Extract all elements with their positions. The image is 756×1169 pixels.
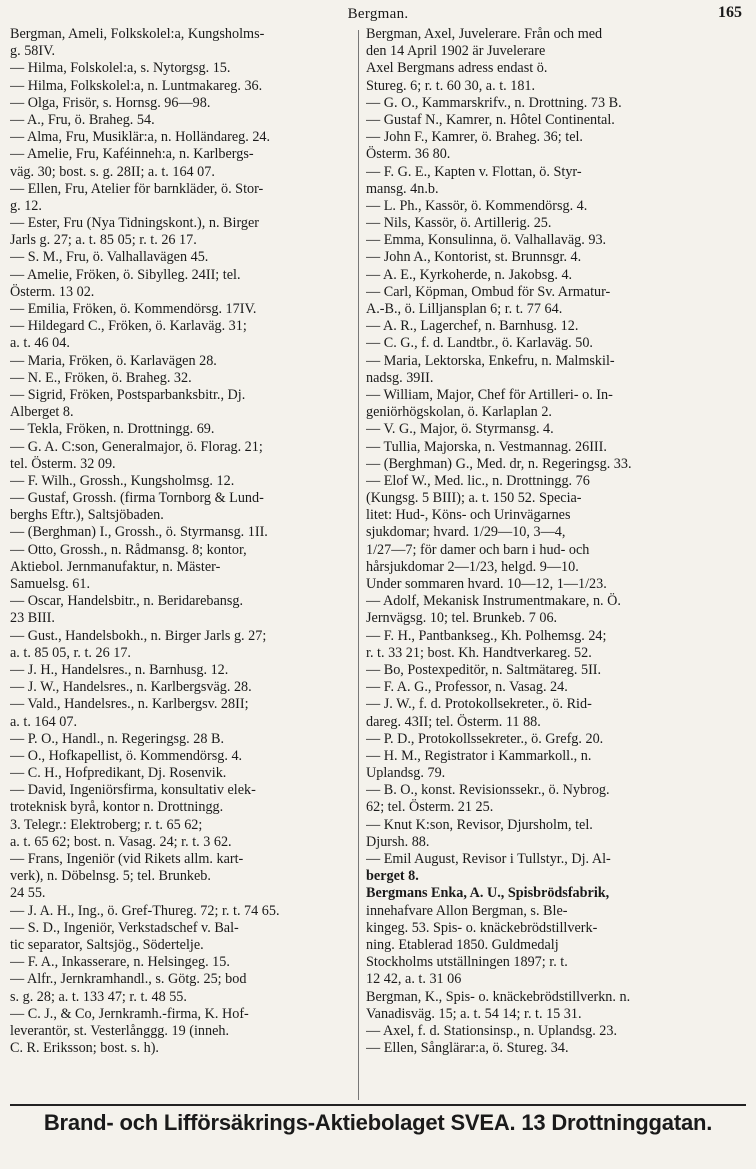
directory-line: Uplandsg. 79. <box>366 765 446 782</box>
directory-line: berghs Eftr.), Saltsjöbaden. <box>10 507 164 524</box>
directory-line: — Ellen, Fru, Atelier för barnkläder, ö. Stor- <box>10 180 264 197</box>
footer-advert-address: 13 Drottninggatan. <box>521 1110 713 1135</box>
directory-line: — Gust., Handelsbokh., n. Birger Jarls g. 27; <box>10 627 267 644</box>
directory-line: Bergman, Axel, Juvelerare. Från och med <box>366 26 603 42</box>
directory-line: g. 12. <box>10 197 42 214</box>
directory-line: — P. O., Handl., n. Regeringsg. 28 B. <box>10 730 224 747</box>
directory-line: — Maria, Fröken, ö. Karlavägen 28. <box>10 352 217 369</box>
directory-line: — O., Hofkapellist, ö. Kommendörsg. 4. <box>10 747 243 764</box>
directory-line: — Emma, Konsulinna, ö. Valhallaväg. 93. <box>366 232 607 249</box>
directory-line: — Nils, Kassör, ö. Artillerig. 25. <box>366 215 552 232</box>
directory-line: 1/27—7; för damer och barn i hud- och <box>366 541 590 558</box>
directory-line: C. R. Eriksson; bost. s. h). <box>10 1040 159 1057</box>
directory-line: — G. O., Kammarskrifv., n. Drottning. 73 B. <box>366 94 622 111</box>
directory-line: Österm. 36 80. <box>366 146 451 163</box>
directory-line: — C. H., Hofpredikant, Dj. Rosenvik. <box>10 765 227 782</box>
directory-line: — B. O., konst. Revisionssekr., ö. Nybrog. <box>366 782 610 799</box>
directory-line: Alberget 8. <box>10 404 74 421</box>
directory-line: (Kungsg. 5 BIII); a. t. 150 52. Specia- <box>366 490 582 507</box>
directory-line: — Elof W., Med. lic., n. Drottningg. 76 <box>366 472 590 489</box>
directory-line: a. t. 46 04. <box>10 335 70 352</box>
directory-line: g. 58IV. <box>10 43 56 60</box>
directory-line: Österm. 13 02. <box>10 283 95 300</box>
directory-line: Bergmans Enka, A. U., Spisbrödsfabrik, <box>366 885 610 902</box>
directory-line: — Tullia, Majorska, n. Vestmannag. 26III. <box>366 438 607 455</box>
column-divider <box>358 30 359 1100</box>
directory-line: — Sigrid, Fröken, Postsparbanksbitr., Dj. <box>10 386 246 403</box>
directory-line: — Adolf, Mekanisk Instrumentmakare, n. Ö. <box>366 593 621 610</box>
directory-line: s. g. 28; a. t. 133 47; r. t. 48 55. <box>10 988 187 1005</box>
directory-line: — A., Fru, ö. Braheg. 54. <box>10 111 155 128</box>
directory-line: Jernvägsg. 10; tel. Brunkeb. 7 06. <box>366 610 558 627</box>
directory-line: — Emilia, Fröken, ö. Kommendörsg. 17IV. <box>10 301 257 317</box>
directory-line: — Oscar, Handelsbitr., n. Beridarebansg. <box>10 593 244 610</box>
page-number: 165 <box>718 4 742 21</box>
directory-line: — William, Major, Chef för Artilleri- o. In- <box>366 386 613 403</box>
directory-line: innehafvare Allon Bergman, s. Ble- <box>366 902 568 919</box>
directory-line: — Amelie, Fröken, ö. Sibylleg. 24II; tel. <box>10 266 241 283</box>
directory-line: — F. G. E., Kapten v. Flottan, ö. Styr- <box>366 163 582 180</box>
directory-line: — C. G., f. d. Landtbr., ö. Karlaväg. 50. <box>366 335 593 352</box>
directory-line: — Knut K:son, Revisor, Djursholm, tel. <box>366 816 593 833</box>
directory-line: dareg. 43II; tel. Österm. 11 88. <box>366 713 541 730</box>
directory-line: — N. E., Fröken, ö. Braheg. 32. <box>10 369 192 386</box>
directory-line: a. t. 65 62; bost. n. Vasag. 24; r. t. 3 62. <box>10 833 232 850</box>
directory-line: Stureg. 6; r. t. 60 30, a. t. 181. <box>366 77 536 94</box>
directory-line: — John A., Kontorist, st. Brunnsgr. 4. <box>366 249 582 266</box>
directory-line: — Hildegard C., Fröken, ö. Karlaväg. 31; <box>10 318 247 335</box>
directory-line: — H. M., Registrator i Kammarkoll., n. <box>366 747 592 764</box>
directory-line: Axel Bergmans adress endast ö. <box>366 60 548 77</box>
directory-line: — Emil August, Revisor i Tullstyr., Dj. Al- <box>366 851 611 867</box>
directory-line: — J. W., f. d. Protokollsekreter., ö. Rid- <box>366 696 592 713</box>
directory-line: — F. A., Inkasserare, n. Helsingeg. 15. <box>10 954 230 971</box>
directory-line: ning. Etablerad 1850. Guldmedalj <box>366 936 559 953</box>
directory-line: — F. Wilh., Grossh., Kungsholmsg. 12. <box>10 472 235 489</box>
directory-line: — Olga, Frisör, s. Hornsg. 96—98. <box>10 94 211 111</box>
directory-line: — Frans, Ingeniör (vid Rikets allm. kart- <box>10 851 244 867</box>
footer-advertisement <box>0 1110 756 1136</box>
directory-line: — Gustaf, Grossh. (firma Tornborg & Lund- <box>10 490 264 507</box>
directory-line: — Amelie, Fru, Kaféinneh:a, n. Karlbergs- <box>10 146 254 163</box>
directory-line: — P. D., Protokollssekreter., ö. Grefg. 20. <box>366 730 604 747</box>
directory-line: — (Berghman) I., Grossh., ö. Styrmansg. 1II. <box>10 524 268 541</box>
footer-rule <box>10 1104 746 1106</box>
directory-line: — (Berghman) G., Med. dr, n. Regeringsg. 33. <box>366 455 632 472</box>
directory-line: — V. G., Major, ö. Styrmansg. 4. <box>366 421 554 438</box>
directory-line: — Ellen, Sånglärar:a, ö. Stureg. 34. <box>366 1040 569 1057</box>
directory-line: r. t. 33 21; bost. Kh. Handtverkareg. 52. <box>366 644 592 661</box>
directory-line: — L. Ph., Kassör, ö. Kommendörsg. 4. <box>366 197 588 214</box>
directory-line: — David, Ingeniörsfirma, konsultativ elek- <box>10 782 256 799</box>
directory-line: verk), n. Döbelnsg. 5; tel. Brunkeb. <box>10 868 211 885</box>
directory-line: 23 BIII. <box>10 610 55 627</box>
directory-line: Bergman, K., Spis- o. knäckebrödstillverkn. n. <box>366 988 631 1005</box>
directory-line: kingeg. 53. Spis- o. knäckebrödstillverk- <box>366 919 598 936</box>
directory-line: — J. W., Handelsres., n. Karlbergsväg. 28. <box>10 679 252 696</box>
directory-line: nadsg. 39II. <box>366 369 434 386</box>
directory-line: Aktiebol. Jernmanufaktur, n. Mäster- <box>10 558 221 575</box>
directory-line: — Gustaf N., Kamrer, n. Hôtel Continental. <box>366 111 615 128</box>
directory-line: — Vald., Handelsres., n. Karlbergsv. 28II; <box>10 696 249 713</box>
directory-line: Samuelsg. 61. <box>10 576 90 592</box>
directory-line: tel. Österm. 32 09. <box>10 455 116 472</box>
directory-line: hårsjukdomar 2—1/23, helgd. 9—10. <box>366 558 579 575</box>
directory-line: — G. A. C:son, Generalmajor, ö. Florag. 21; <box>10 438 263 455</box>
directory-line: 12 42, a. t. 31 06 <box>366 971 462 988</box>
directory-line: leverantör, st. Vesterlånggg. 19 (inneh. <box>10 1022 230 1039</box>
directory-line: — Alfr., Jernkramhandl., s. Götg. 25; bod <box>10 971 247 988</box>
directory-line: 62; tel. Österm. 21 25. <box>366 799 494 816</box>
directory-line: — Hilma, Folskolel:a, s. Nytorgsg. 15. <box>10 60 231 77</box>
directory-line: — Tekla, Fröken, n. Drottningg. 69. <box>10 421 215 438</box>
directory-line: — Ester, Fru (Nya Tidningskont.), n. Birger <box>10 215 260 232</box>
directory-line: — F. H., Pantbankseg., Kh. Polhemsg. 24; <box>366 627 607 644</box>
directory-line: — Otto, Grossh., n. Rådmansg. 8; kontor, <box>10 541 247 558</box>
directory-line: Under sommaren hvard. 10—12, 1—1/23. <box>366 576 607 592</box>
directory-line: Jarls g. 27; a. t. 85 05; r. t. 26 17. <box>10 232 197 249</box>
directory-line: — Alma, Fru, Musiklär:a, n. Holländareg. 24. <box>10 129 271 146</box>
directory-line: den 14 April 1902 är Juvelerare <box>366 43 546 60</box>
directory-line: — S. M., Fru, ö. Valhallavägen 45. <box>10 249 209 266</box>
directory-line: troteknisk byrå, kontor n. Drottningg. <box>10 799 224 816</box>
directory-line: a. t. 164 07. <box>10 713 77 730</box>
directory-line: Vanadisväg. 15; a. t. 54 14; r. t. 15 31. <box>366 1005 582 1022</box>
directory-line: — S. D., Ingeniör, Verkstadschef v. Bal- <box>10 919 239 936</box>
directory-line: Stockholms utställningen 1897; r. t. <box>366 954 568 971</box>
directory-line: A.-B., ö. Lilljansplan 6; r. t. 77 64. <box>366 301 563 317</box>
directory-line: berget 8. <box>366 868 419 885</box>
directory-line: tic separator, Saltsjög., Södertelje. <box>10 936 204 953</box>
directory-line: mansg. 4n.b. <box>366 180 439 197</box>
footer-advert-name: Brand- och Lifförsäkrings-Aktiebolaget SVEA. <box>43 1110 516 1135</box>
directory-line: — John F., Kamrer, ö. Braheg. 36; tel. <box>366 129 583 146</box>
directory-line: Djursh. 88. <box>366 833 430 850</box>
directory-line: väg. 30; bost. s. g. 28II; a. t. 164 07. <box>10 163 215 180</box>
left-column <box>10 26 358 1057</box>
directory-line: — J. H., Handelsres., n. Barnhusg. 12. <box>10 661 229 678</box>
directory-line: 3. Telegr.: Elektroberg; r. t. 65 62; <box>10 816 203 833</box>
directory-line: — Maria, Lektorska, Enkefru, n. Malmskil- <box>366 352 615 369</box>
directory-line: — Axel, f. d. Stationsinsp., n. Uplandsg. 23. <box>366 1022 618 1039</box>
directory-line: geniörhögskolan, ö. Karlaplan 2. <box>366 404 552 421</box>
directory-line: — A. E., Kyrkoherde, n. Jakobsg. 4. <box>366 266 573 283</box>
directory-line: a. t. 85 05, r. t. 26 17. <box>10 644 131 661</box>
directory-line: 24 55. <box>10 885 46 902</box>
directory-line: — Bo, Postexpeditör, n. Saltmätareg. 5II. <box>366 661 602 678</box>
directory-line: — F. A. G., Professor, n. Vasag. 24. <box>366 679 568 696</box>
directory-line: — J. A. H., Ing., ö. Gref-Thureg. 72; r. t. 74 65. <box>10 902 280 919</box>
directory-line: Bergman, Ameli, Folkskolel:a, Kungsholms- <box>10 26 265 42</box>
directory-line: sjukdomar; hvard. 1/29—10, 3—4, <box>366 524 566 541</box>
right-column <box>366 26 750 1057</box>
directory-line: — C. J., & Co, Jernkramh.-firma, K. Hof- <box>10 1005 249 1022</box>
directory-line: litet: Hud-, Köns- och Urinvägarnes <box>366 507 571 524</box>
running-title: Bergman. <box>347 6 409 22</box>
directory-line: — A. R., Lagerchef, n. Barnhusg. 12. <box>366 318 579 335</box>
directory-line: — Carl, Köpman, Ombud för Sv. Armatur- <box>366 283 611 300</box>
directory-line: — Hilma, Folkskolel:a, n. Luntmakareg. 36. <box>10 77 263 94</box>
